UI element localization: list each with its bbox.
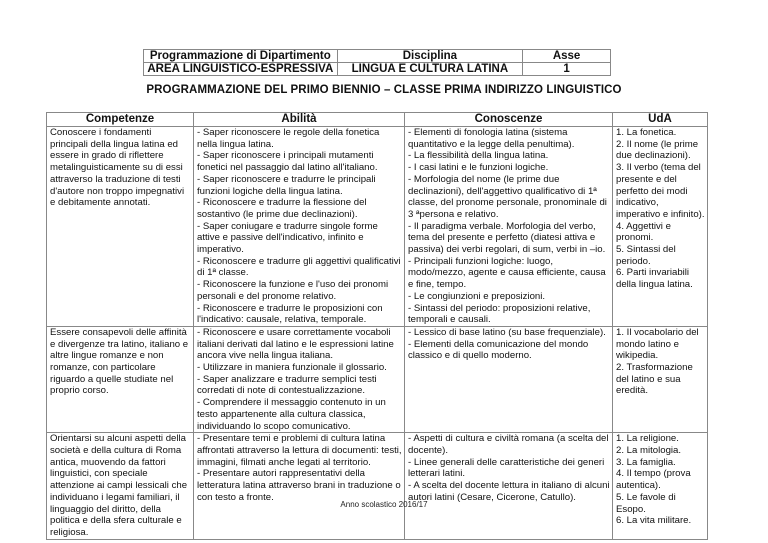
list-item: 1. La religione. [616, 433, 679, 445]
page-title: PROGRAMMAZIONE DEL PRIMO BIENNIO – CLASSE PRIMA INDIRIZZO LINGUISTICO [146, 84, 622, 96]
abilita-cell [194, 433, 405, 539]
axis-label: Asse [523, 50, 611, 63]
list-item: - Comprendere il messaggio contenuto in un testo appartenente alla cultura classica, individuando lo scopo comunicativo. [197, 397, 386, 432]
list-item: 3. Il verbo (tema del presente e del perfetto dei modi indicativo, imperativo e infinito). [616, 162, 705, 220]
list-item: 5. Le favole di Esopo. [616, 491, 676, 515]
list-item: - I casi latini e le funzioni logiche. [408, 162, 549, 174]
list-item: - Lessico di base latino (su base frequenziale). [408, 326, 606, 338]
column-header-conoscenze: Conoscenze [405, 113, 613, 127]
list-item: - Il paradigma verbale. Morfologia del verbo, tema del presente e perfetto (diatesi attiva e passiva) dei verbi regolari, di sum, verbi in –io. [408, 220, 606, 256]
column-header-competenze: Competenze [47, 113, 194, 127]
list-item: - A scelta del docente lettura in italiano di alcuni autori latini (Cesare, Cicerone, Catullo). [408, 480, 610, 503]
list-item: - Saper riconoscere i principali mutamenti fonetici nel passaggio dal latino all'italiano. [197, 150, 378, 174]
list-item: 2. Trasformazione del latino e sua eredità. [616, 362, 693, 397]
competenze-cell: Essere consapevoli delle affinità e divergenze tra latino, italiano e altre lingue romanze e non romanze, con particolare riguardo a quelle studiate nel proprio corso. [47, 326, 194, 432]
programming-table [46, 112, 708, 540]
column-header-abilita: Abilità [194, 113, 405, 127]
header-table [143, 49, 611, 76]
discipline-value: LINGUA E CULTURA LATINA [337, 63, 523, 76]
list-item: - Presentare autori rappresentativi della letteratura latina attraverso brani in traduzione o con testo a fronte. [197, 468, 401, 503]
column-header-uda: UdA [613, 113, 708, 127]
conoscenze-cell [405, 433, 613, 539]
list-item: - Linee generali delle caratteristiche dei generi letterari latini. [408, 456, 605, 480]
list-item: - Elementi di fonologia latina (sistema quantitativo e la legge della penultima). [408, 127, 575, 150]
list-item: 2. Il nome (le prime due declinazioni). [616, 138, 699, 162]
competenze-cell: Orientarsi su alcuni aspetti della società e della cultura di Roma antica, muovendo da fattori linguistici, con speciale attenzione ai campi lessicali che individuano i legami familiari, il linguaggio del diritto, della politica e della sfera culturale e religiosa. [47, 433, 194, 539]
list-item: - Saper riconoscere e tradurre le principali funzioni logiche della lingua latina. [197, 173, 376, 197]
list-item: 4. Aggettivi e pronomi. [616, 220, 671, 244]
discipline-label: Disciplina [337, 50, 523, 63]
department-value: AREA LINGUISTICO-ESPRESSIVA [144, 63, 338, 76]
table-row [47, 127, 708, 327]
competenze-cell: Conoscere i fondamenti principali della lingua latina ed essere in grado di riflettere metalinguisticamente su di essi attraverso la traduzione di testi d'autore non troppo impegnativi e debitamente annotati. [47, 127, 194, 327]
conoscenze-cell [405, 326, 613, 432]
conoscenze-cell [405, 127, 613, 327]
list-item: - Riconoscere e tradurre gli aggettivi qualificativi di 1ª classe. [197, 255, 401, 279]
list-item: 1. Il vocabolario del mondo latino e wikipedia. [616, 326, 699, 362]
list-item: 2. La mitologia. [616, 444, 682, 456]
list-item: 4. Il tempo (prova autentica). [616, 468, 691, 492]
list-item: - Utilizzare in maniera funzionale il glossario. [197, 362, 387, 374]
abilita-cell [194, 127, 405, 327]
list-item: - Sintassi del periodo: proposizioni relative, temporali e causali. [408, 302, 591, 326]
list-item: - Le congiunzioni e preposizioni. [408, 290, 546, 302]
list-item: 6. Parti invariabili della lingua latina. [616, 267, 693, 291]
school-year-footer: Anno scolastico 2016/17 [340, 500, 428, 509]
list-item: - Riconoscere la funzione e l'uso dei pronomi personali e del pronome relativo. [197, 279, 389, 302]
list-item: 1. La fonetica. [616, 127, 677, 138]
department-label: Programmazione di Dipartimento [144, 50, 338, 63]
uda-cell [613, 326, 708, 432]
list-item: - Aspetti di cultura e civiltà romana (a scelta del docente). [408, 433, 609, 456]
list-item: - Saper analizzare e tradurre semplici testi corredati di note di contestualizzazione. [197, 373, 377, 397]
axis-value: 1 [523, 63, 611, 76]
list-item: - Principali funzioni logiche: luogo, modo/mezzo, agente e causa efficiente, causa e fine, tempo. [408, 255, 606, 291]
list-item: - La flessibilità della lingua latina. [408, 150, 549, 162]
list-item: - Saper riconoscere le regole della fonetica nella lingua latina. [197, 127, 380, 150]
list-item: 5. Sintassi del periodo. [616, 244, 676, 267]
list-item: 6. La vita militare. [616, 515, 692, 527]
list-item: - Riconoscere e tradurre le proposizioni con l'indicativo: causale, relativa, temporale. [197, 302, 383, 326]
list-item: - Riconoscere e tradurre la flessione del sostantivo (le prime due declinazioni). [197, 197, 367, 220]
table-row [47, 433, 708, 539]
table-row [47, 326, 708, 432]
list-item: - Saper coniugare e tradurre singole forme attive e passive dell'indicativo, infinito e imperativo. [197, 220, 378, 256]
abilita-cell [194, 326, 405, 432]
list-item: - Elementi della comunicazione del mondo classico e di quello moderno. [408, 338, 589, 362]
uda-cell [613, 127, 708, 327]
uda-cell [613, 433, 708, 539]
list-item: 3. La famiglia. [616, 456, 676, 468]
list-item: - Presentare temi e problemi di cultura latina affrontati attraverso la lettura di documenti: testi, immagini, filmati anche legati al territorio. [197, 433, 402, 468]
list-item: - Riconoscere e usare correttamente vocaboli italiani derivati dal latino e le espressioni latine ancora vive nella lingua italiana. [197, 326, 394, 362]
list-item: - Morfologia del nome (le prime due declinazioni), dell'aggettivo qualificativo di 1ª classe, del pronome personale, pronominale di 3 ªpersona e relativo. [408, 173, 607, 220]
